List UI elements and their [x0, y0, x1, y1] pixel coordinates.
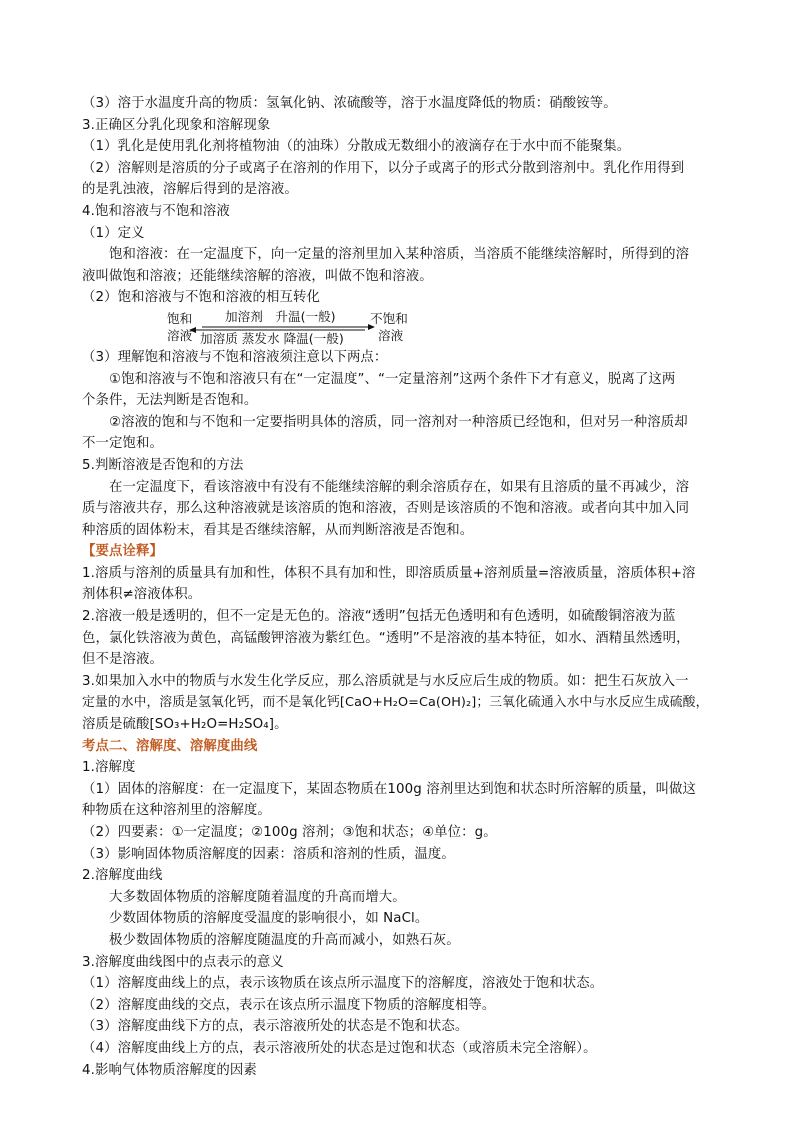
text-line: （2）溶解度曲线的交点，表示在该点所示温度下物质的溶解度相等。	[82, 997, 496, 1013]
text-line: （1）定义	[82, 225, 145, 241]
saturated-label-bottom: 溶液	[167, 327, 193, 343]
text-line: 种溶质的固体粉末，看其是否继续溶解，从而判断溶液是否饱和。	[82, 522, 474, 538]
text-line: （1）溶解度曲线上的点，表示该物质在该点所示温度下的溶解度，溶液处于饱和状态。	[82, 976, 604, 992]
document-page	[82, 93, 718, 1081]
text-line: 饱和溶液：在一定温度下，向一定量的溶剂里加入某种溶质，当溶质不能继续溶解时，所得到的溶	[109, 247, 690, 263]
saturated-label-top: 饱和	[167, 310, 193, 326]
section-heading: 2.溶解度曲线	[82, 868, 163, 884]
text-line: ②溶液的饱和与不饱和一定要指明具体的溶质，同一溶剂对一种溶质已经饱和，但对另一种溶质却	[109, 414, 688, 430]
unsaturated-label-bottom: 溶液	[378, 327, 404, 343]
text-line: 色，氯化铁溶液为黄色，高锰酸钾溶液为紫红色。“透明”不是溶液的基本特征，如水、酒精虽然透明，	[82, 630, 690, 646]
exam-point-heading: 考点二、溶解度、溶解度曲线	[82, 738, 258, 754]
text-line: 2.溶液一般是透明的，但不一定是无色的。溶液“透明”包括无色透明和有色透明，如硫酸铜溶液为蓝	[82, 609, 676, 625]
text-line: （2）饱和溶液与不饱和溶液的相互转化	[82, 290, 320, 306]
text-line: （1）固体的溶解度：在一定温度下，某固态物质在100g 溶剂里达到饱和状态时所溶解的质量，叫做这	[82, 781, 697, 797]
text-line: 定量的水中，溶质是氢氧化钙，而不是氧化钙[CaO+H₂O=Ca(OH)₂]；三氧化硫通入水中与水反应生成硫酸，	[82, 695, 709, 711]
key-points-heading: 【要点诠释】	[82, 544, 163, 560]
section-heading: 3.正确区分乳化现象和溶解现象	[82, 117, 271, 133]
backward-conditions: 加溶质 蒸发水 降温(一般)	[200, 330, 344, 346]
forward-conditions: 加溶剂 升温(一般)	[225, 308, 336, 324]
section-heading: 3.溶解度曲线图中的点表示的意义	[82, 954, 284, 970]
text-line: 不一定饱和。	[82, 436, 163, 452]
text-line: ①饱和溶液与不饱和溶液只有在“一定温度”、“一定量溶剂”这两个条件下才有意义，脱离了这两	[109, 371, 676, 387]
text-line: 大多数固体物质的溶解度随着温度的升高而增大。	[109, 889, 406, 905]
text-line: 的是乳浊液，溶解后得到的是溶液。	[82, 182, 298, 198]
text-line: 种物质在这种溶剂里的溶解度。	[82, 803, 271, 819]
text-line: （3）理解饱和溶液与不饱和溶液须注意以下两点：	[82, 349, 388, 365]
text-line: 在一定温度下，看该溶液中有没有不能继续溶解的剩余溶质存在，如果有且溶质的量不再减少，溶	[109, 479, 690, 495]
text-line: 1.溶质与溶剂的质量具有加和性，体积不具有加和性，即溶质质量+溶剂质量=溶液质量，溶质体积+溶	[82, 565, 696, 581]
text-line: （2）溶解则是溶质的分子或离子在溶剂的作用下，以分子或离子的形式分散到溶剂中。乳化作用得到	[82, 160, 685, 176]
section-heading: 4.影响气体物质溶解度的因素	[82, 1062, 257, 1078]
section-heading: 5.判断溶液是否饱和的方法	[82, 457, 244, 473]
text-line: 少数固体物质的溶解度受温度的影响很小，如 NaCl。	[109, 911, 429, 927]
text-line: 剂体积≠溶液体积。	[82, 587, 202, 603]
text-line: （4）溶解度曲线上方的点，表示溶液所处的状态是过饱和状态（或溶质未完全溶解）。	[82, 1040, 597, 1056]
text-line: （3）溶解度曲线下方的点，表示溶液所处的状态是不饱和状态。	[82, 1019, 469, 1035]
text-line: （1）乳化是使用乳化剂将植物油（的油珠）分散成无数细小的液滴存在于水中而不能聚集。	[82, 139, 631, 155]
section-heading: 1.溶解度	[82, 760, 136, 776]
text-line: 但不是溶液。	[82, 652, 163, 668]
text-line: 个条件，无法判断是否饱和。	[82, 393, 258, 409]
text-line: （3）影响固体物质溶解度的因素：溶质和溶剂的性质，温度。	[82, 846, 455, 862]
text-line: 质与溶液共存，那么这种溶液就是该溶质的饱和溶液，否则是该溶质的不饱和溶液。或者向其中加入同	[82, 501, 690, 517]
text-line: 液叫做饱和溶液；还能继续溶解的溶液，叫做不饱和溶液。	[82, 268, 433, 284]
text-line: 3.如果加入水中的物质与水发生化学反应，那么溶质就是与水反应后生成的物质。如：把生石灰放入一	[82, 673, 689, 689]
conversion-diagram	[82, 309, 718, 346]
text-line: 极少数固体物质的溶解度随温度的升高而减小，如熟石灰。	[109, 932, 460, 948]
text-line: （3）溶于水温度升高的物质：氢氧化钠、浓硫酸等，溶于水温度降低的物质：硝酸铵等。	[82, 96, 617, 111]
text-line: 溶质是硫酸[SO₃+H₂O=H₂SO₄]。	[82, 717, 288, 733]
unsaturated-label-top: 不饱和	[370, 310, 408, 326]
text-line: （2）四要素：①一定温度；②100g 溶剂；③饱和状态；④单位：g。	[82, 825, 497, 840]
section-heading: 4.饱和溶液与不饱和溶液	[82, 203, 230, 219]
